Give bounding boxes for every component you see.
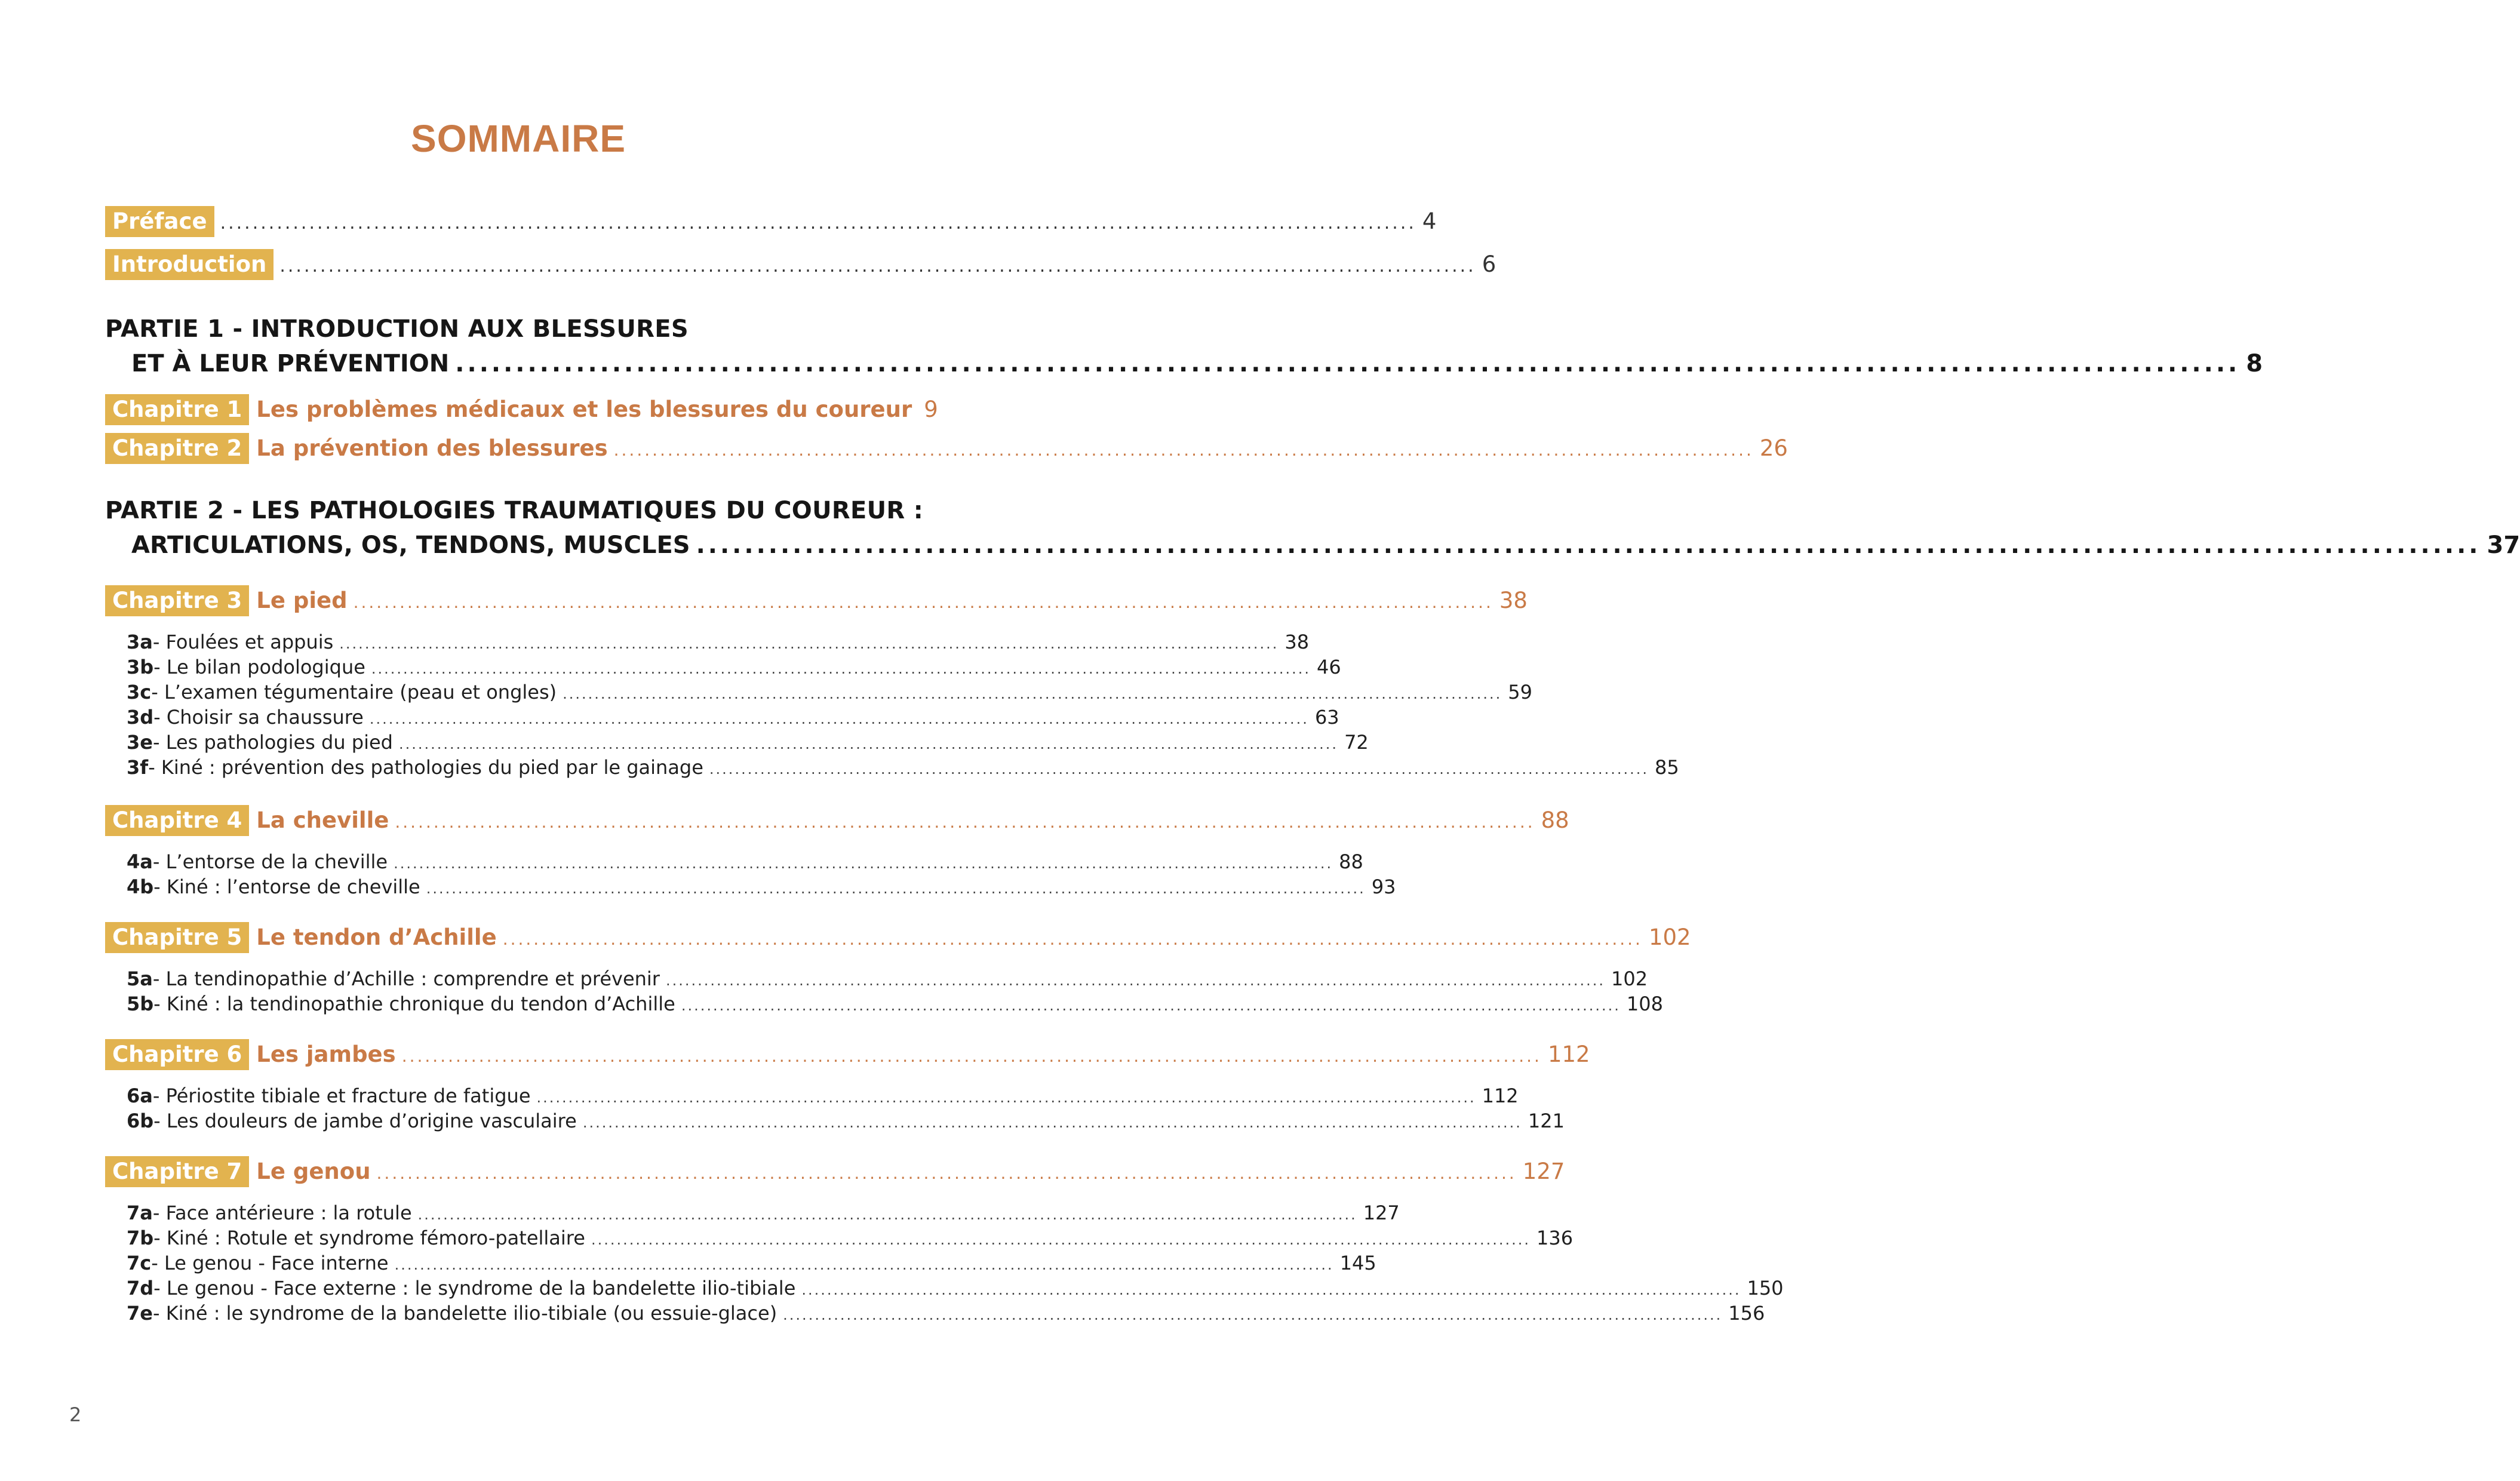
page-ref: 127 [1522, 1159, 1565, 1184]
chapter-title: Le tendon d’Achille [256, 924, 497, 950]
page-ref: 37 [2487, 531, 2520, 559]
chapter-badge: Chapitre 4 [105, 805, 249, 836]
dot-leader: .................................................................................................................................................... [582, 1114, 1522, 1131]
chapter-title: Le pied [256, 588, 348, 613]
page-ref: 121 [1528, 1110, 1565, 1132]
dot-leader: .................................................................................................................................................... [502, 929, 1643, 949]
page-ref: 102 [1648, 924, 1691, 950]
dot-leader: .................................................................................................................................................... [801, 1282, 1741, 1298]
subsection-title: - Le bilan podologique [153, 656, 365, 678]
page-ref: 108 [1626, 993, 1663, 1015]
dot-leader: .................................................................................................................................................... [563, 686, 1502, 702]
page-ref: 72 [1344, 731, 1369, 754]
subsection-code: 4a [127, 850, 153, 873]
part-heading: PARTIE 2 - LES PATHOLOGIES TRAUMATIQUES DU COUREUR : [105, 497, 923, 524]
page-ref: 46 [1316, 656, 1341, 678]
toc-chapter-7[interactable] [105, 1156, 1565, 1187]
toc-subsection[interactable] [127, 1202, 1400, 1224]
subsection-code: 3e [127, 731, 153, 754]
subsection-title: - Face antérieure : la rotule [152, 1202, 412, 1224]
dot-leader: .................................................................................................................................................... [395, 812, 1535, 832]
toc-subsection[interactable] [127, 1302, 1765, 1325]
page-ref: 63 [1314, 706, 1339, 729]
toc-subsection[interactable] [127, 1252, 1376, 1274]
subsection-code: 3a [127, 631, 153, 653]
toc-entry-introduction[interactable] [105, 249, 1496, 280]
chapter-title: La cheville [256, 807, 389, 833]
page-ref: 9 [924, 397, 938, 422]
page-title: SOMMAIRE [411, 117, 626, 160]
subsection-code: 7b [127, 1227, 154, 1249]
toc-subsection[interactable] [127, 1084, 1519, 1107]
subsection-code: 7c [127, 1252, 152, 1274]
chapter-badge: Chapitre 6 [105, 1039, 249, 1070]
page-ref: 38 [1284, 631, 1310, 653]
page-ref: 93 [1371, 875, 1396, 898]
toc-subsection[interactable] [127, 681, 1532, 703]
dot-leader: .................................................................................................................................................... [536, 1089, 1476, 1106]
toc-subsection[interactable] [127, 631, 1310, 653]
toc-subsection[interactable] [127, 1227, 1574, 1249]
chapter-title: Les jambes [256, 1041, 396, 1067]
page-ref: 26 [1759, 435, 1788, 461]
dot-leader: .................................................................................................................................................... [401, 1046, 1542, 1066]
page-ref: 112 [1547, 1041, 1590, 1067]
chapter-title: Les problèmes médicaux et les blessures du coureur [256, 397, 912, 422]
dot-leader: .................................................................................................................................................... [369, 711, 1309, 727]
subsection-title: - Kiné : Rotule et syndrome fémoro-patellaire [153, 1227, 585, 1249]
chapter-badge: Chapitre 5 [105, 922, 249, 953]
dot-leader: .................................................................................................................................................... [783, 1307, 1723, 1323]
subsection-title: - Les douleurs de jambe d’origine vasculaire [153, 1110, 577, 1132]
toc-entry-preface[interactable] [105, 206, 1437, 237]
subsection-title: - Le genou - Face interne [151, 1252, 389, 1274]
subsection-code: 4b [127, 875, 154, 898]
dot-leader: .................................................................................................................................................... [455, 350, 2241, 377]
page-ref: 85 [1655, 756, 1679, 779]
dot-leader: .................................................................................................................................................... [417, 1206, 1357, 1223]
subsection-title: - Choisir sa chaussure [153, 706, 364, 729]
subsection-title: - Kiné : prévention des pathologies du pied par le gainage [148, 756, 703, 779]
dot-leader: .................................................................................................................................................... [394, 1256, 1334, 1273]
dot-leader: .................................................................................................................................................... [220, 213, 1416, 233]
toc-chapter-1[interactable] [105, 394, 938, 425]
subsection-code: 7e [127, 1302, 153, 1325]
entry-badge: Préface [105, 206, 214, 237]
toc-subsection[interactable] [127, 993, 1663, 1015]
dot-leader: .................................................................................................................................................... [709, 761, 1649, 778]
subsection-title: - Kiné : la tendinopathie chronique du tendon d’Achille [153, 993, 675, 1015]
page-ref: 156 [1728, 1302, 1765, 1325]
entry-badge: Introduction [105, 249, 273, 280]
page-ref: 59 [1508, 681, 1532, 703]
subsection-title: - Périostite tibiale et fracture de fatigue [152, 1084, 531, 1107]
page-ref: 145 [1339, 1252, 1376, 1274]
chapter-title: Le genou [256, 1159, 371, 1184]
subsection-code: 6b [127, 1110, 154, 1132]
dot-leader: .................................................................................................................................................... [398, 736, 1339, 752]
subsection-title: - Kiné : l’entorse de cheville [153, 875, 420, 898]
subsection-title: - La tendinopathie d’Achille : comprendre et prévenir [152, 967, 660, 990]
chapter-badge: Chapitre 3 [105, 585, 249, 616]
subsection-code: 7d [127, 1277, 154, 1299]
subsection-title: - Kiné : le syndrome de la bandelette ilio-tibiale (ou essuie-glace) [152, 1302, 777, 1325]
dot-leader: .................................................................................................................................................... [426, 880, 1366, 897]
toc-subsection[interactable] [127, 875, 1396, 898]
dot-leader: .................................................................................................................................................... [681, 997, 1621, 1014]
dot-leader: .................................................................................................................................................... [339, 635, 1279, 652]
subsection-code: 5b [127, 993, 154, 1015]
page-ref: 38 [1499, 588, 1528, 613]
page-ref: 88 [1339, 850, 1363, 873]
toc-subsection[interactable] [127, 1277, 1784, 1299]
dot-leader: .................................................................................................................................................... [279, 256, 1476, 276]
dot-leader: .................................................................................................................................................... [394, 855, 1333, 872]
subsection-code: 7a [127, 1202, 153, 1224]
page-ref: 4 [1422, 208, 1437, 234]
subsection-code: 3b [127, 656, 154, 678]
toc-subsection[interactable] [127, 967, 1648, 990]
toc-subsection[interactable] [127, 706, 1339, 729]
toc-subsection[interactable] [127, 756, 1679, 779]
dot-leader: .................................................................................................................................................... [371, 660, 1311, 677]
toc-chapter-2[interactable] [105, 433, 1788, 464]
toc-subsection[interactable] [127, 656, 1341, 678]
chapter-badge: Chapitre 1 [105, 394, 249, 425]
dot-leader: .................................................................................................................................................... [613, 440, 1754, 460]
chapter-title: La prévention des blessures [256, 435, 608, 461]
page-ref: 127 [1363, 1202, 1400, 1224]
subsection-code: 6a [127, 1084, 153, 1107]
part-heading-line: ARTICULATIONS, OS, TENDONS, MUSCLES [131, 531, 690, 559]
page-ref: 88 [1541, 807, 1569, 833]
subsection-code: 3f [127, 756, 149, 779]
toc-subsection[interactable] [127, 1110, 1565, 1132]
subsection-title: - L’examen tégumentaire (peau et ongles) [151, 681, 557, 703]
dot-leader: .................................................................................................................................................... [591, 1231, 1531, 1248]
toc-chapter-3[interactable] [105, 585, 1528, 616]
toc-chapter-4[interactable] [105, 805, 1569, 836]
part-heading-entry[interactable] [131, 350, 2263, 377]
page-ref: 8 [2246, 350, 2263, 377]
subsection-code: 3c [127, 681, 152, 703]
page-ref: 102 [1611, 967, 1648, 990]
chapter-badge: Chapitre 2 [105, 433, 249, 464]
part-heading: PARTIE 1 - INTRODUCTION AUX BLESSURES [105, 315, 689, 343]
dot-leader: .................................................................................................................................................... [376, 1163, 1517, 1183]
subsection-code: 3d [127, 706, 154, 729]
page-ref: 150 [1747, 1277, 1784, 1299]
dot-leader: .................................................................................................................................................... [696, 531, 2481, 559]
part-heading-line: ET À LEUR PRÉVENTION [131, 350, 450, 377]
page-ref: 112 [1482, 1084, 1519, 1107]
toc-subsection[interactable] [127, 731, 1369, 754]
page-ref: 6 [1482, 251, 1496, 277]
subsection-code: 5a [127, 967, 153, 990]
part-heading-entry[interactable] [131, 531, 2520, 559]
toc-chapter-5[interactable] [105, 922, 1691, 953]
subsection-title: - Le genou - Face externe : le syndrome de la bandelette ilio-tibiale [153, 1277, 796, 1299]
toc-subsection[interactable] [127, 850, 1363, 873]
toc-chapter-6[interactable] [105, 1039, 1590, 1070]
page-number: 2 [69, 1403, 82, 1426]
page-ref: 136 [1536, 1227, 1574, 1249]
dot-leader: .................................................................................................................................................... [353, 592, 1493, 612]
subsection-title: - Les pathologies du pied [152, 731, 393, 754]
subsection-title: - Foulées et appuis [152, 631, 334, 653]
dot-leader: .................................................................................................................................................... [665, 972, 1606, 989]
chapter-badge: Chapitre 7 [105, 1156, 249, 1187]
subsection-title: - L’entorse de la cheville [152, 850, 388, 873]
